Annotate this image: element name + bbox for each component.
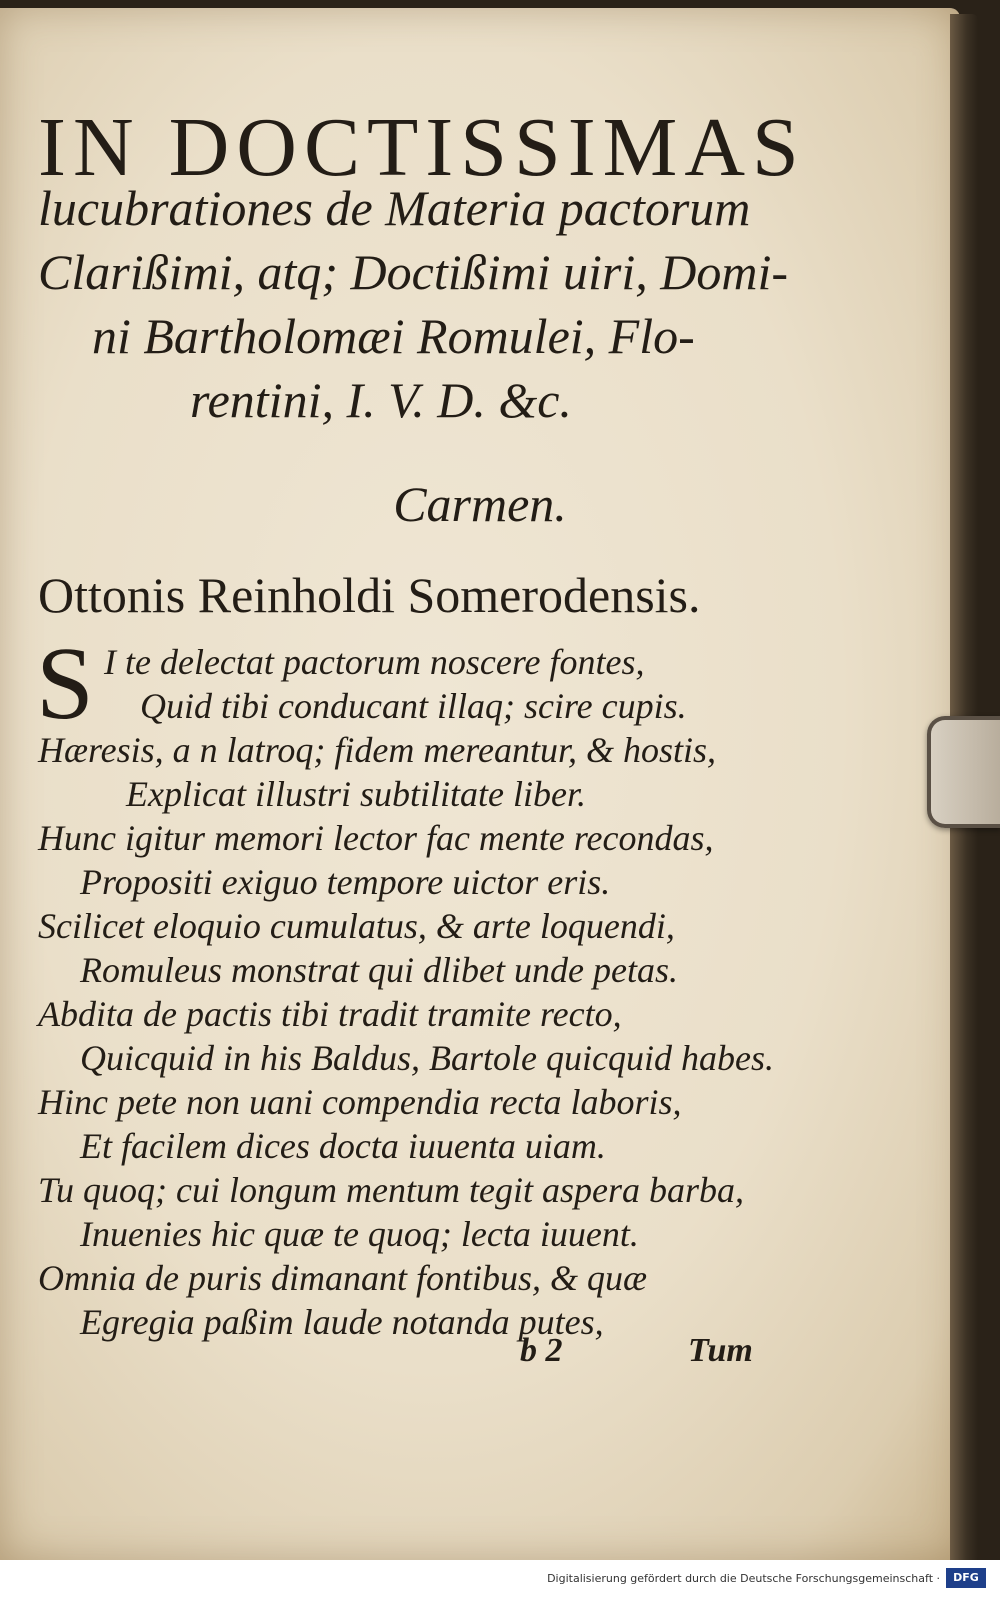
verse-line: Tu quoq; cui longum mentum tegit aspera barba, <box>38 1170 744 1210</box>
verse-line: I te delectat pactorum noscere fontes, <box>104 642 645 682</box>
drop-capital: S <box>36 626 94 741</box>
verse-line: Propositi exiguo tempore uictor eris. <box>80 862 611 902</box>
dfg-logo: DFG <box>946 1568 986 1588</box>
subtitle-line-4: rentini, I. V. D. &c. <box>190 372 572 428</box>
subtitle-line-2: Clarißimi, atq; Doctißimi uiri, Domi- <box>38 244 788 300</box>
book-clasp <box>927 716 1000 828</box>
verse-line: Scilicet eloquio cumulatus, & arte loquendi, <box>38 906 675 946</box>
verse-line: Et facilem dices docta iuuenta uiam. <box>80 1126 606 1166</box>
catchword: Tum <box>688 1332 753 1369</box>
verse-line: Hæresis, a n latroq; fidem mereantur, & hostis, <box>38 730 717 770</box>
subtitle-line-1: lucubrationes de Materia pactorum <box>38 180 751 236</box>
verse-line: Hinc pete non uani compendia recta laboris, <box>38 1082 682 1122</box>
verse-line: Abdita de pactis tibi tradit tramite recto, <box>38 994 622 1034</box>
signature-mark: b 2 <box>520 1332 563 1369</box>
carmen-heading: Carmen. <box>393 476 567 532</box>
verse-line: Quicquid in his Baldus, Bartole quicquid habes. <box>80 1038 774 1078</box>
footer-credit: Digitalisierung gefördert durch die Deutsche Forschungsgemeinschaft · <box>547 1572 940 1585</box>
verse-line: Hunc igitur memori lector fac mente recondas, <box>38 818 714 858</box>
author-line: Ottonis Reinholdi Somerodensis. <box>38 567 701 623</box>
verse-line: Explicat illustri subtilitate liber. <box>126 774 586 814</box>
verse-line: Omnia de puris dimanant fontibus, & quæ <box>38 1258 648 1298</box>
digitization-footer <box>0 1560 1000 1604</box>
verse-line: Egregia paßim laude notanda putes, <box>80 1302 604 1342</box>
verse-line: Quid tibi conducant illaq; scire cupis. <box>140 686 687 726</box>
subtitle-line-3: ni Bartholomæi Romulei, Flo- <box>92 308 695 364</box>
page-title: IN DOCTISSIMAS <box>38 101 806 194</box>
verse-line: Inuenies hic quæ te quoq; lecta iuuent. <box>80 1214 639 1254</box>
verse-line: Romuleus monstrat qui dlibet unde petas. <box>80 950 678 990</box>
